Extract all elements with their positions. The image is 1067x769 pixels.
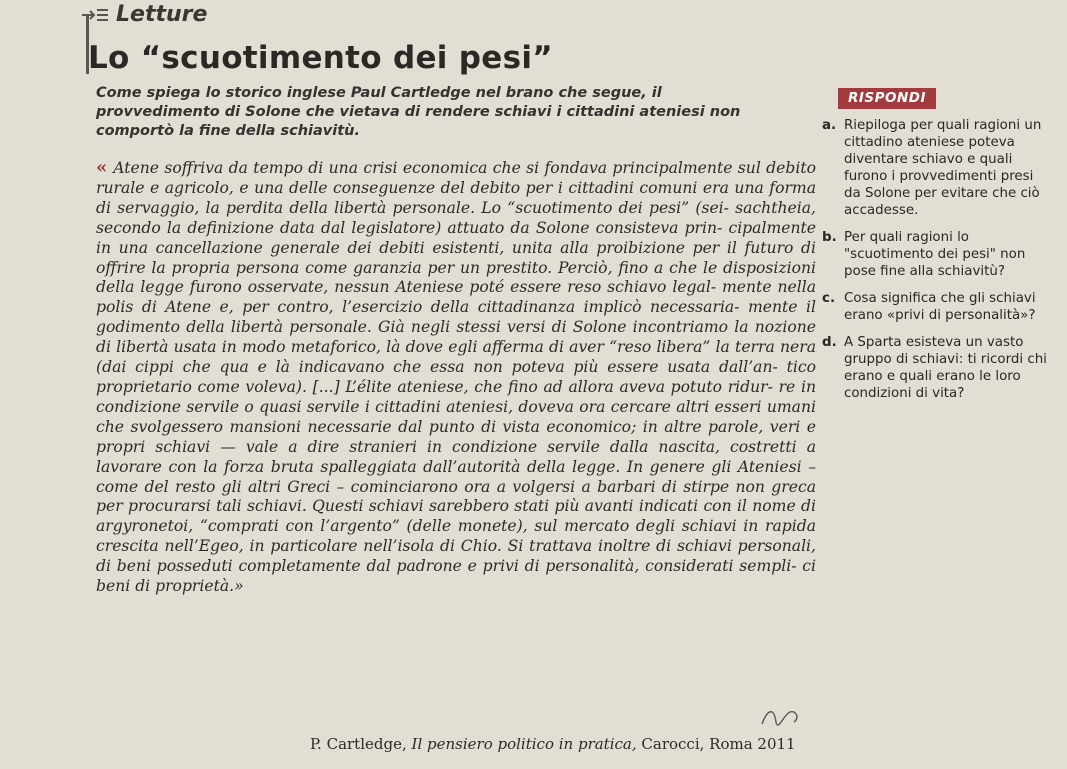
question-item <box>822 117 1052 219</box>
question-item <box>822 229 1052 280</box>
page-title: Lo “scuotimento dei pesi” <box>88 40 553 76</box>
section-header-label: Letture <box>116 2 208 27</box>
list-arrow-icon <box>80 6 110 24</box>
source-publisher: Carocci, Roma 2011 <box>641 735 796 753</box>
source-citation <box>310 735 796 753</box>
source-work: Il pensiero politico in pratica, <box>411 735 637 753</box>
question-letter: d. <box>822 335 837 350</box>
question-item <box>822 334 1052 402</box>
rispondi-badge: RISPONDI <box>838 88 936 109</box>
quoted-passage-text: Atene soffriva da tempo di una crisi economica che si fondava principalmente sul debito rurale e agricolo, e una delle conseguenze del debito per i cittadini comuni era una forma di servaggio, la perdita della libertà personale. Lo “scuotimento dei pesi” (sei- sachtheia, secondo la definizione data dal legislatore) attuato da Solone consisteva prin- cipalmente in una cancellazione generale dei debiti esistenti, unita alla proibizione per il futuro di offrire la propria persona come garanzia per un prestito. Perciò, fino a che le disposizioni della legge furono osservate, nessun Ateniese poté essere reso schiavo legal- mente nella polis di Atene e, per contro, l’esercizio della cittadinanza implicò necessaria- mente il godimento della libertà personale. Già negli stessi versi di Solone incontriamo la nozione di libertà usata in modo metaforico, là dove egli afferma di aver “reso libera” la terra nera (dai cippi che qua e là indicavano che essa non poteva più essere usata dall’an- tico proprietario come voleva). [...] L’élite ateniese, che fino ad allora aveva potuto ridur- re in condizione servile o quasi servile i cittadini ateniesi, doveva ora cercare altri esseri umani che svolgessero mansioni necessarie dal punto di vista economico; in altre parole, veri e propri schiavi — vale a dire stranieri in condizione servile dalla nascita, costretti a lavorare con la forza bruta spalleggiata dall’autorità della legge. In genere gli Ateniesi – come del resto gli altri Greci – cominciarono ora a volgersi a barbari di stirpe non greca per procurarsi tali schiavi. Questi schiavi sarebbero stati più avanti indicati con il nome di argyronetoi, “comprati con l’argento” (delle monete), sul mercato degli schiavi in rapida crescita nell’Egeo, in particolare nell’isola di Chio. Si trattava inoltre di schiavi personali, di beni posseduti completamente dal padrone e privi di personalità, considerati sempli- ci beni di proprietà.» <box>96 159 816 596</box>
source-author: P. Cartledge, <box>310 735 407 753</box>
question-letter: b. <box>822 230 837 245</box>
question-text: Cosa significa che gli schiavi erano «privi di personalità»? <box>844 291 1036 323</box>
quoted-passage <box>96 158 816 597</box>
questions-sidebar <box>822 88 1052 412</box>
handwritten-scribble <box>760 704 804 734</box>
question-letter: a. <box>822 118 837 133</box>
question-letter: c. <box>822 291 836 306</box>
question-text: A Sparta esisteva un vasto gruppo di schiavi: ti ricordi chi erano e quali erano le loro condizioni di vita? <box>844 335 1047 401</box>
question-item <box>822 290 1052 324</box>
section-header <box>80 2 207 27</box>
intro-paragraph: Come spiega lo storico inglese Paul Cartledge nel brano che segue, il provvedimento di Solone che vietava di rendere schiavi i cittadini ateniesi non comportò la fine della schiavitù. <box>96 85 741 139</box>
open-quote-mark: « <box>96 157 108 178</box>
question-text: Riepiloga per quali ragioni un cittadino ateniese poteva diventare schiavo e quali furono i provvedimenti presi da Solone per evitare che ciò accadesse. <box>844 118 1042 218</box>
question-text: Per quali ragioni lo "scuotimento dei pesi" non pose fine alla schiavitù? <box>844 230 1026 279</box>
question-list <box>822 117 1052 402</box>
